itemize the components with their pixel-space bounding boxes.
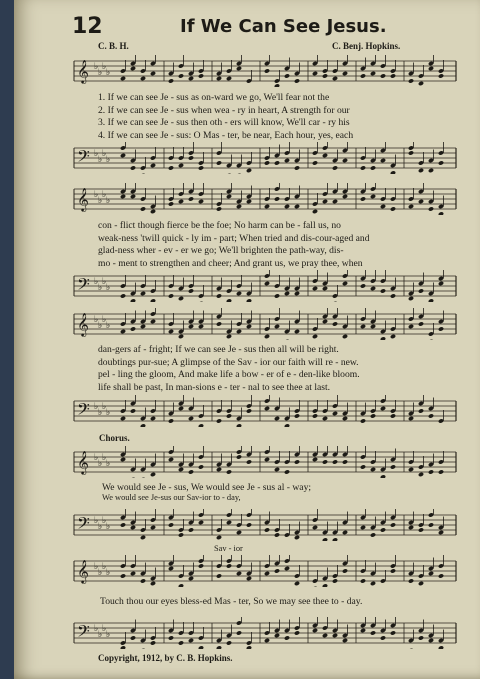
- svg-text:♭: ♭: [102, 149, 107, 159]
- svg-text:♭: ♭: [106, 155, 111, 165]
- svg-text:♭: ♭: [94, 62, 99, 72]
- hymn-title: If We Can See Jesus.: [180, 16, 387, 37]
- svg-text:♭: ♭: [94, 562, 99, 572]
- lyric-line: doubtings pur-sue; A glimpse of the Sav - ior our faith will re - new.: [98, 356, 359, 368]
- svg-text:♭: ♭: [98, 321, 103, 331]
- svg-text:♭: ♭: [106, 283, 111, 293]
- staff-system3-bass: [72, 395, 458, 427]
- hymn-page: [14, 0, 480, 679]
- svg-text:♭: ♭: [94, 315, 99, 325]
- lyric-line: pel - ling the gloom, And make life a bow - er of e - den-like bloom.: [98, 369, 360, 380]
- svg-text:♭: ♭: [98, 196, 103, 206]
- svg-text:𝄢: 𝄢: [77, 621, 90, 645]
- lyric-line: glad-ness wher - ev - er we go; We'll brighten the path-way, dis-: [98, 245, 344, 256]
- svg-text:♭: ♭: [94, 516, 99, 526]
- svg-text:♭: ♭: [102, 562, 107, 572]
- staff-system2-bass: [72, 270, 458, 302]
- staff-chorus-bass: [72, 509, 458, 541]
- lyrics-system2: [98, 220, 436, 270]
- chorus-bass-lyric-line: Sav - ior: [214, 544, 243, 553]
- svg-text:𝄞: 𝄞: [77, 559, 89, 583]
- svg-text:♭: ♭: [94, 624, 99, 634]
- composer-credit: C. Benj. Hopkins.: [332, 41, 401, 51]
- svg-text:♭: ♭: [106, 321, 111, 331]
- lyric-line: mo - ment to strengthen and cheer; And grant us, we pray thee, when: [98, 257, 363, 269]
- lyric-line: 1. If we can see Je - sus as on-ward we go, We'll fear not the: [98, 92, 330, 103]
- copyright-notice: Copyright, 1912, by C. B. Hopkins.: [98, 653, 233, 663]
- svg-text:♭: ♭: [102, 190, 107, 200]
- svg-text:♭: ♭: [98, 283, 103, 293]
- svg-text:♭: ♭: [106, 196, 111, 206]
- svg-text:𝄢: 𝄢: [77, 399, 90, 423]
- lyrics-system1: [98, 92, 436, 142]
- svg-text:♭: ♭: [106, 522, 111, 532]
- page-number: 12: [72, 14, 103, 39]
- svg-text:♭: ♭: [106, 459, 111, 469]
- svg-text:♭: ♭: [102, 402, 107, 412]
- svg-text:♭: ♭: [98, 522, 103, 532]
- lyricist-credit: C. B. H.: [98, 41, 129, 51]
- svg-text:♭: ♭: [102, 62, 107, 72]
- svg-text:𝄢: 𝄢: [77, 274, 90, 298]
- svg-text:♭: ♭: [102, 453, 107, 463]
- lyrics-system3: [98, 344, 436, 394]
- lyric-line: dan-gers af - fright; If we can see Je - sus then all will be right.: [98, 344, 339, 355]
- svg-text:♭: ♭: [102, 516, 107, 526]
- staff-system1-treble: [72, 55, 458, 87]
- lyric-line: weak-ness 'twill quick - ly im - part; When tried and dis-cour-aged and: [98, 232, 370, 244]
- staff-chorus2-treble: [72, 555, 458, 587]
- svg-text:♭: ♭: [94, 453, 99, 463]
- svg-text:♭: ♭: [98, 68, 103, 78]
- chorus-lyric-line: Touch thou our eyes bless-ed Mas - ter, So we may see thee to - day.: [100, 596, 363, 607]
- svg-text:𝄞: 𝄞: [77, 450, 89, 474]
- svg-text:♭: ♭: [102, 277, 107, 287]
- svg-text:♭: ♭: [94, 149, 99, 159]
- svg-text:♭: ♭: [94, 190, 99, 200]
- svg-text:♭: ♭: [106, 630, 111, 640]
- lyric-line: 2. If we can see Je - sus when wea - ry in heart, A strength for our: [98, 104, 350, 116]
- chorus-label: Chorus.: [99, 433, 130, 443]
- svg-text:𝄢: 𝄢: [77, 146, 90, 170]
- lyric-line: 3. If we can see Je - sus then oth - ers will know, We'll car - ry his: [98, 117, 350, 128]
- svg-text:♭: ♭: [98, 568, 103, 578]
- svg-text:♭: ♭: [94, 402, 99, 412]
- lyric-line: life shall be past, In man-sions e - ter - nal to see thee at last.: [98, 381, 331, 393]
- svg-text:♭: ♭: [106, 568, 111, 578]
- staff-chorus2-bass: [72, 617, 458, 649]
- svg-text:♭: ♭: [98, 155, 103, 165]
- svg-text:♭: ♭: [106, 68, 111, 78]
- svg-text:♭: ♭: [102, 315, 107, 325]
- svg-text:♭: ♭: [98, 630, 103, 640]
- lyric-line: con - flict though fierce be the foe; No harm can be - fall us, no: [98, 220, 341, 231]
- lyric-line: 4. If we can see Je - sus: O Mas - ter, be near, Each hour, yes, each: [98, 129, 354, 141]
- svg-text:𝄞: 𝄞: [77, 59, 89, 83]
- svg-text:♭: ♭: [98, 408, 103, 418]
- svg-text:♭: ♭: [94, 277, 99, 287]
- svg-text:♭: ♭: [102, 624, 107, 634]
- svg-text:♭: ♭: [98, 459, 103, 469]
- svg-text:♭: ♭: [106, 408, 111, 418]
- staff-system2-treble: [72, 183, 458, 215]
- staff-system1-bass: [72, 142, 458, 174]
- staff-system3-treble: [72, 308, 458, 340]
- svg-text:𝄞: 𝄞: [77, 312, 89, 336]
- staff-chorus-treble: [72, 446, 458, 478]
- chorus-alto-lyric-line: We would see Je-sus our Sav-ior to - day,: [102, 493, 241, 502]
- svg-text:𝄢: 𝄢: [77, 513, 90, 537]
- svg-text:𝄞: 𝄞: [77, 187, 89, 211]
- chorus-lyric-line: We would see Je - sus, We would see Je - sus al - way;: [102, 482, 312, 493]
